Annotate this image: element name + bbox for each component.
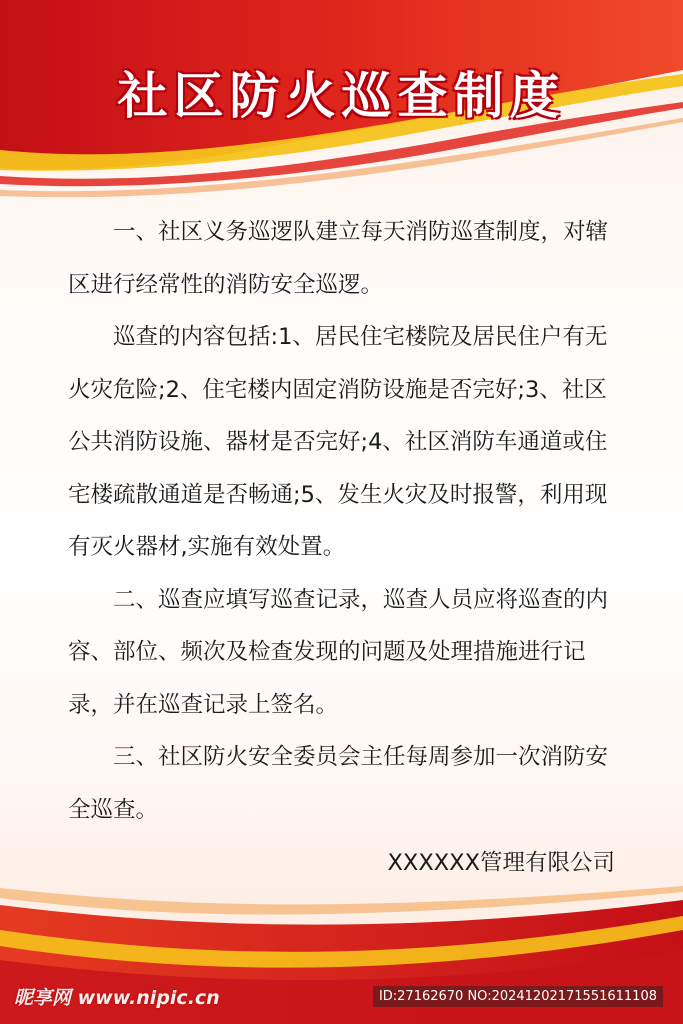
- paragraph-1: 一、社区义务巡逻队建立每天消防巡查制度，对辖区进行经常性的消防安全巡逻。: [68, 219, 609, 298]
- paragraph-3: 二、巡查应填写巡查记录，巡查人员应将巡查的内容、部位、频次及检查发现的问题及处理措施进行记录，并在巡查记录上签名。: [68, 586, 609, 718]
- paragraph-4: 三、社区防火安全委员会主任每周参加一次消防安全巡查。: [68, 744, 609, 823]
- signature: XXXXXX管理有限公司: [387, 850, 615, 876]
- poster-title: 社区防火巡查制度: [117, 67, 566, 125]
- paragraph-2: 巡查的内容包括:1、居民住宅楼院及居民住户有无火灾危险;2、住宅楼内固定消防设施是否完好;3、社区公共消防设施、器材是否完好;4、社区消防车通道或住宅楼疏散通道是否畅通;5、发生火灾及时报警，利用现有灭火器材,实施有效处置。: [68, 324, 608, 560]
- watermark-id: ID:27162670 NO:20241202171551611108: [373, 986, 663, 1007]
- watermark-site: 昵享网 www.nipic.cn: [14, 987, 220, 1009]
- body-text: [68, 206, 618, 836]
